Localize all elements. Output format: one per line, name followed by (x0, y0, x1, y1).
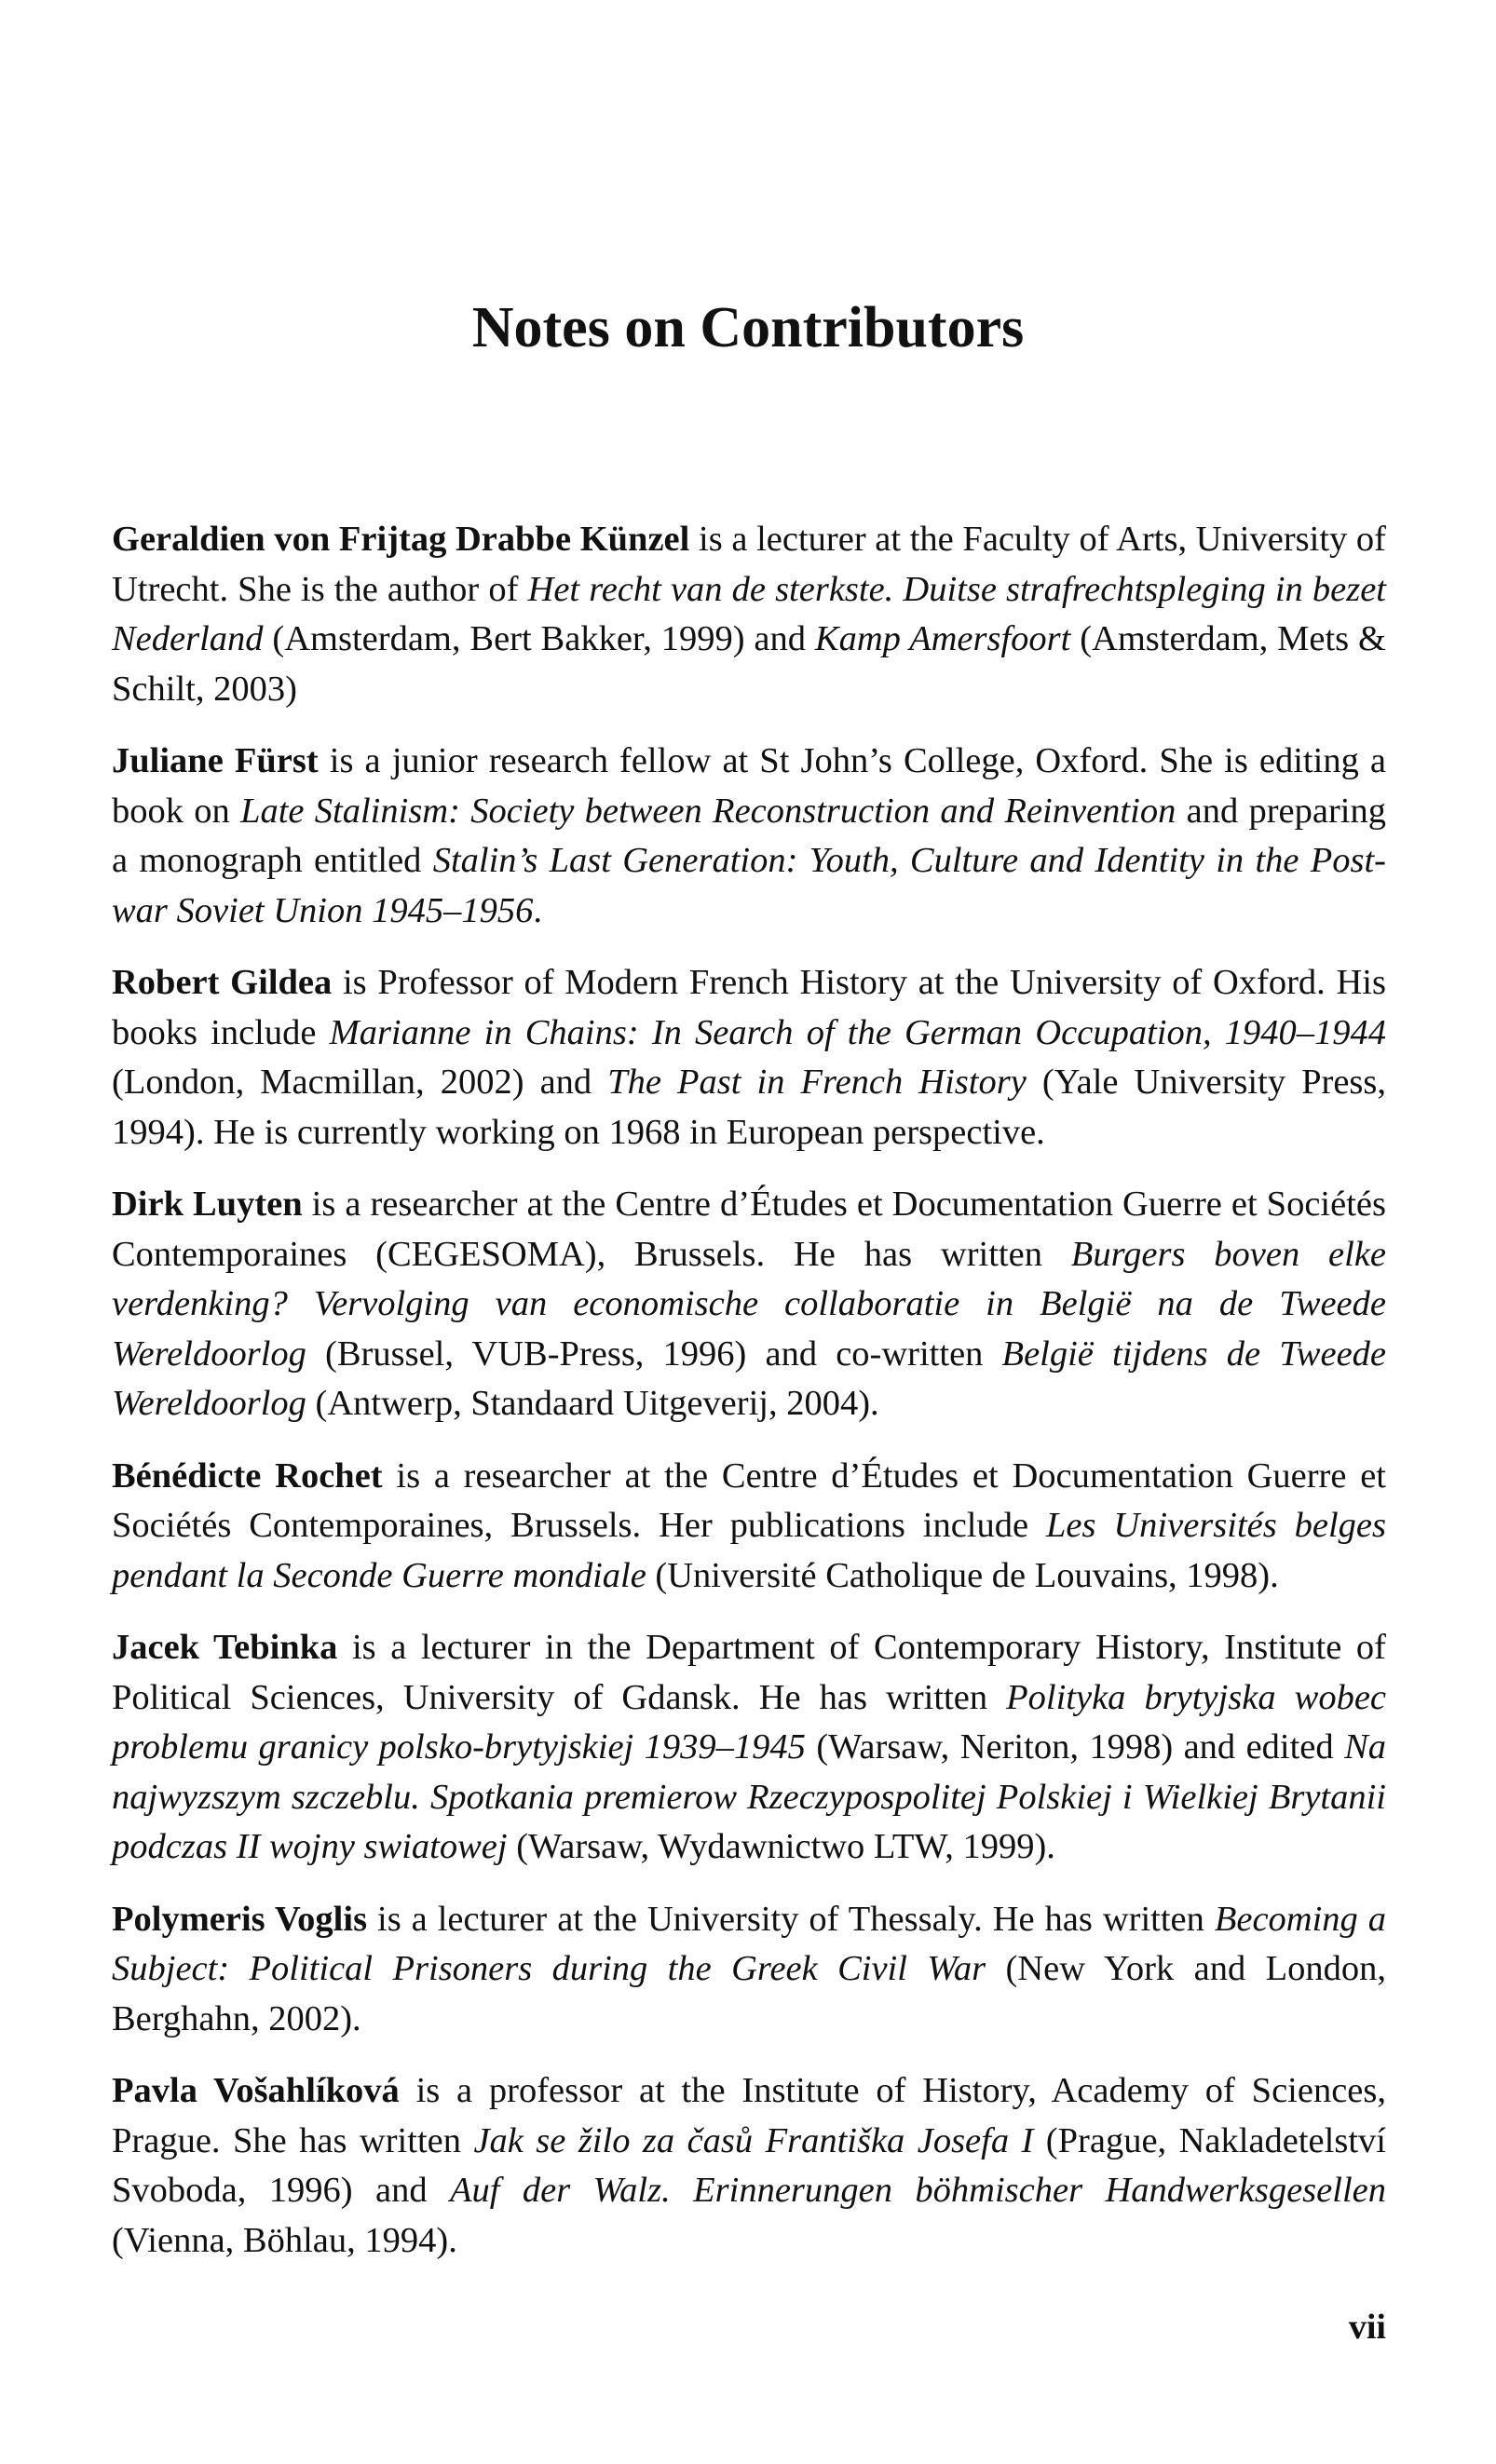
contributor-entry (112, 2066, 1386, 2266)
book-title: Les Universités belges pendant la Seconde Guerre mondiale (112, 1506, 1386, 1595)
contributor-entry (112, 1895, 1386, 2045)
bio-text: (Antwerp, Standaard Uitgeverij, 2004). (306, 1384, 879, 1423)
book-title: Jak se žilo za časů Františka Josefa I (473, 2120, 1034, 2160)
bio-text: (Vienna, Böhlau, 1994). (112, 2220, 457, 2260)
contributor-name: Geraldien von Frijtag Drabbe Künzel (112, 520, 690, 559)
bio-text: and preparing a monograph entitled (112, 791, 1386, 880)
bio-text: is a lecturer at the University of Thessaly. He has written (367, 1899, 1215, 1939)
book-title: Na najwyzszym szczeblu. Spotkania premierow Rzeczypospolitej Polskiej i Wielkiej Brytanii podczas II wojny swiatowej (112, 1727, 1386, 1866)
contributor-name: Bénédicte Rochet (112, 1455, 383, 1496)
contributor-name: Pavla Vošahlíková (112, 2071, 400, 2110)
bio-text: is Professor of Modern French History at the University of Oxford. His books include (112, 963, 1386, 1052)
book-title: Marianne in Chains: In Search of the German Occupation, 1940–1944 (329, 1012, 1386, 1052)
bio-text: is a researcher at the Centre d’Études et Documentation Guerre et Sociétés Contemporaines (CEGESOMA), Brussels. He has written (112, 1185, 1386, 1274)
book-title: Polityka brytyjska wobec problemu granicy polsko-brytyjskiej 1939–1945 (112, 1677, 1386, 1767)
contributor-name: Dirk Luyten (112, 1185, 303, 1224)
contributor-entry (112, 1180, 1386, 1429)
bio-text: (Amsterdam, Bert Bakker, 1999) and (263, 619, 815, 658)
book-title: Stalin’s Last Generation: Youth, Culture and Identity in the Post-war Soviet Union 1945–1956 (112, 841, 1387, 930)
contributor-entry (112, 1623, 1386, 1873)
contributor-list (112, 515, 1386, 2288)
bio-text: (London, Macmillan, 2002) and (112, 1063, 608, 1102)
bio-text: (New York and London, Berghahn, 2002). (112, 1949, 1386, 2038)
book-title: Late Stalinism: Society between Reconstruction and Reinvention (240, 791, 1176, 831)
book-title: Auf der Walz. Erinnerungen böhmischer Handwerksgesellen (450, 2171, 1386, 2210)
bio-text: is a lecturer at the Faculty of Arts, University of Utrecht. She is the author of (112, 520, 1386, 609)
page-number: vii (1348, 2308, 1386, 2347)
book-title: Het recht van de sterkste. Duitse strafrechtspleging in bezet Nederland (112, 569, 1386, 658)
bio-text: is a lecturer in the Department of Contemporary History, Institute of Political Sciences, University of Gdansk. He has written (112, 1628, 1386, 1717)
bio-text: (Warsaw, Wydawnictwo LTW, 1999). (507, 1827, 1055, 1866)
contributor-name: Juliane Fürst (112, 741, 319, 780)
contributor-name: Robert Gildea (112, 963, 333, 1002)
bio-text: (Prague, Nakladetelství Svoboda, 1996) and (112, 2120, 1386, 2210)
bio-text: is a professor at the Institute of History, Academy of Sciences, Prague. She has written (112, 2071, 1386, 2160)
bio-text: (Yale University Press, 1994). He is currently working on 1968 in European perspective. (112, 1063, 1387, 1152)
contributor-entry (112, 737, 1386, 936)
contributor-entry (112, 958, 1386, 1158)
book-title: Becoming a Subject: Political Prisoners during the Greek Civil War (112, 1899, 1386, 1988)
bio-text: (Warsaw, Neriton, 1998) and edited (805, 1727, 1345, 1767)
bio-text: is a researcher at the Centre d’Études et Documentation Guerre et Sociétés Contemporaines, Brussels. Her publications include (112, 1455, 1386, 1545)
contributor-name: Polymeris Voglis (112, 1899, 368, 1939)
contributor-name: Jacek Tebinka (112, 1628, 338, 1667)
bio-text: (Amsterdam, Mets & Schilt, 2003) (112, 619, 1387, 709)
book-title: Burgers boven elke verdenking? Vervolging van economische collaboratie in België na de Tweede Wereldoorlog (112, 1234, 1386, 1374)
book-title: The Past in French History (607, 1063, 1027, 1102)
bio-text: is a junior research fellow at St John’s College, Oxford. She is editing a book on (112, 741, 1386, 831)
book-title: België tijdens de Tweede Wereldoorlog (112, 1334, 1386, 1423)
contributor-entry (112, 1452, 1386, 1602)
page-title: Notes on Contributors (471, 296, 1025, 359)
contributor-entry (112, 515, 1386, 714)
bio-text: (Brussel, VUB-Press, 1996) and co-written (306, 1334, 1002, 1374)
book-title: Kamp Amersfoort (814, 619, 1071, 658)
bio-text: . (533, 890, 542, 930)
bio-text: (Université Catholique de Louvains, 1998). (646, 1555, 1279, 1595)
